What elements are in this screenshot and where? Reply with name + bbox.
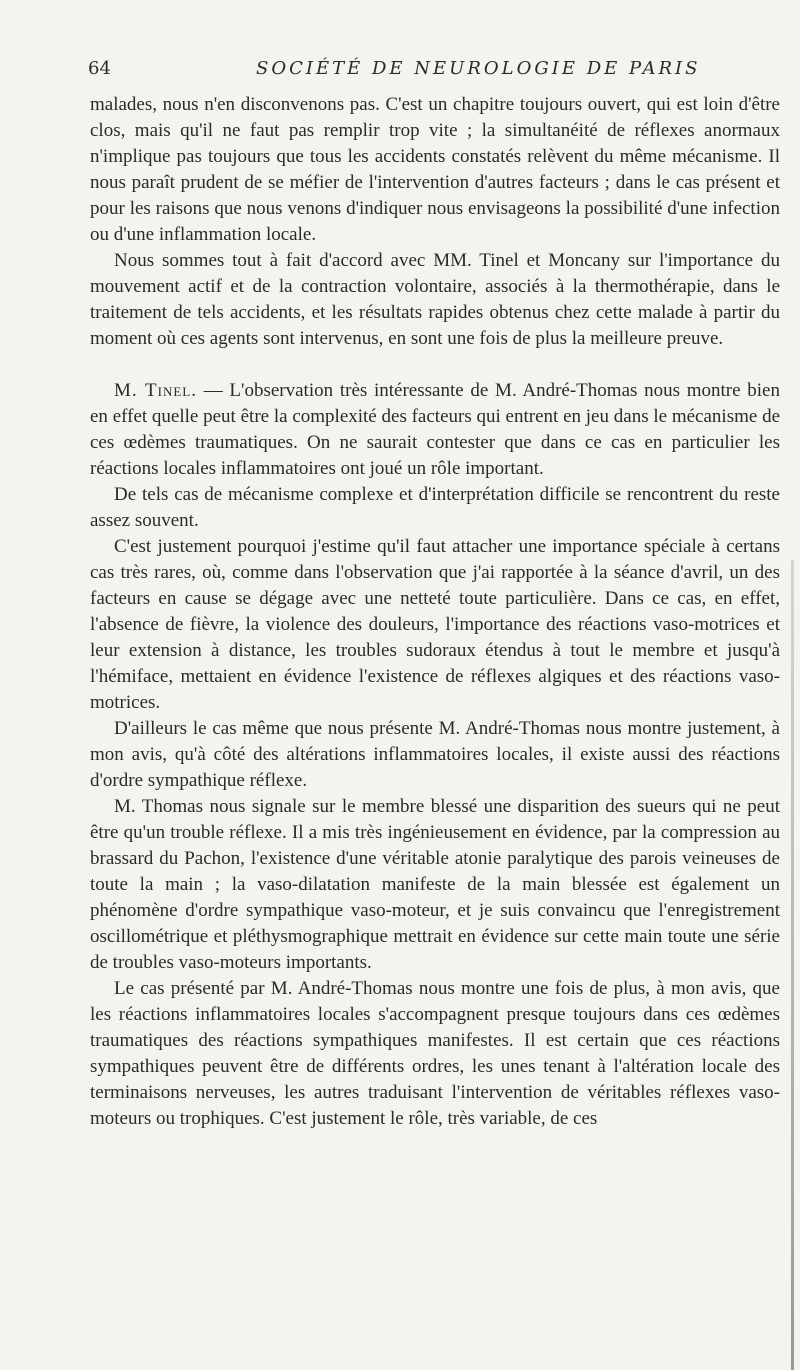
page-header bbox=[88, 58, 776, 88]
paragraph: Nous sommes tout à fait d'accord avec MM. Tinel et Moncany sur l'importance du mouvement actif et de la contraction volontaire, associés à la thermothérapie, dans le traitement de tels accidents, et les résultats rapides obtenus chez cette malade à partir du moment où ces agents sont intervenus, en sont une fois de plus la meilleure preuve. bbox=[90, 250, 780, 349]
paragraph: C'est justement pourquoi j'estime qu'il faut attacher une importance spéciale à certans cas très rares, où, comme dans l'observation que j'ai rapportée à la séance d'avril, un des facteurs en cause se dégage avec une netteté toute particulière. Dans ce cas, en effet, l'absence de fièvre, la violence des douleurs, l'importance des réactions vaso-motrices et leur extension à distance, les troubles sudoraux étendus à tout le membre et jusqu'à l'hémiface, mettaient en évidence l'existence de réflexes algiques et des réactions vaso-motrices. bbox=[90, 536, 780, 713]
paragraph: Le cas présenté par M. André-Thomas nous montre une fois de plus, à mon avis, que les réactions inflammatoires locales s'accompagnent presque toujours dans ces œdèmes traumatiques des réactions sympathiques manifestes. Il est certain que ces réactions sympathiques peuvent être de différents ordres, les unes tenant à l'altération locale des terminaisons nerveuses, les autres traduisant l'intervention de véritables réflexes vaso-moteurs ou trophiques. C'est justement le rôle, très variable, de ces bbox=[90, 978, 780, 1129]
running-title: SOCIÉTÉ DE NEUROLOGIE DE PARIS bbox=[256, 58, 701, 79]
paragraph: M. Thomas nous signale sur le membre blessé une disparition des sueurs qui ne peut être qu'un trouble réflexe. Il a mis très ingénieusement en évidence, par la compression au brassard du Pachon, l'existence d'une véritable atonie paralytique des parois veineuses de toute la main ; la vaso-dilatation manifeste de la main blessée est également un phénomène d'ordre sympathique vaso-moteur, et je suis convaincu que l'enregistrement oscillométrique et pléthysmographique mettrait en évidence sur cette main toute une série de troubles vaso-moteurs importants. bbox=[90, 796, 780, 973]
speaker-name: M. Tinel. bbox=[114, 380, 197, 401]
paragraph: malades, nous n'en disconvenons pas. C'est un chapitre toujours ouvert, qui est loin d'être clos, mais qu'il ne faut pas remplir trop vite ; la simultanéité de réflexes anormaux n'implique pas toujours que tous les accidents constatés relèvent du même mécanisme. Il nous paraît prudent de se méfier de l'intervention d'autres facteurs ; dans le cas présent et pour les raisons que nous venons d'indiquer nous envisageons la possibilité d'une infection ou d'une inflammation locale. bbox=[90, 94, 780, 245]
page-number: 64 bbox=[88, 58, 111, 79]
paragraph: D'ailleurs le cas même que nous présente M. André-Thomas nous montre justement, à mon avis, qu'à côté des altérations inflammatoires locales, il existe aussi des réactions d'ordre sympathique réflexe. bbox=[90, 718, 780, 791]
paragraph-text: — L'observation très intéressante de M. André-Thomas nous montre bien en effet quelle peut être la complexité des facteurs qui entrent en jeu dans le mécanisme de ces œdèmes traumatiques. On ne saurait contester que dans ce cas en particulier les réactions locales inflammatoires ont joué un rôle important. bbox=[90, 380, 780, 479]
paragraph: De tels cas de mécanisme complexe et d'interprétation difficile se rencontrent du reste assez souvent. bbox=[90, 484, 780, 531]
body-text bbox=[90, 92, 780, 1132]
page-edge-shadow bbox=[791, 560, 794, 1370]
paragraph-speaker bbox=[90, 378, 780, 482]
